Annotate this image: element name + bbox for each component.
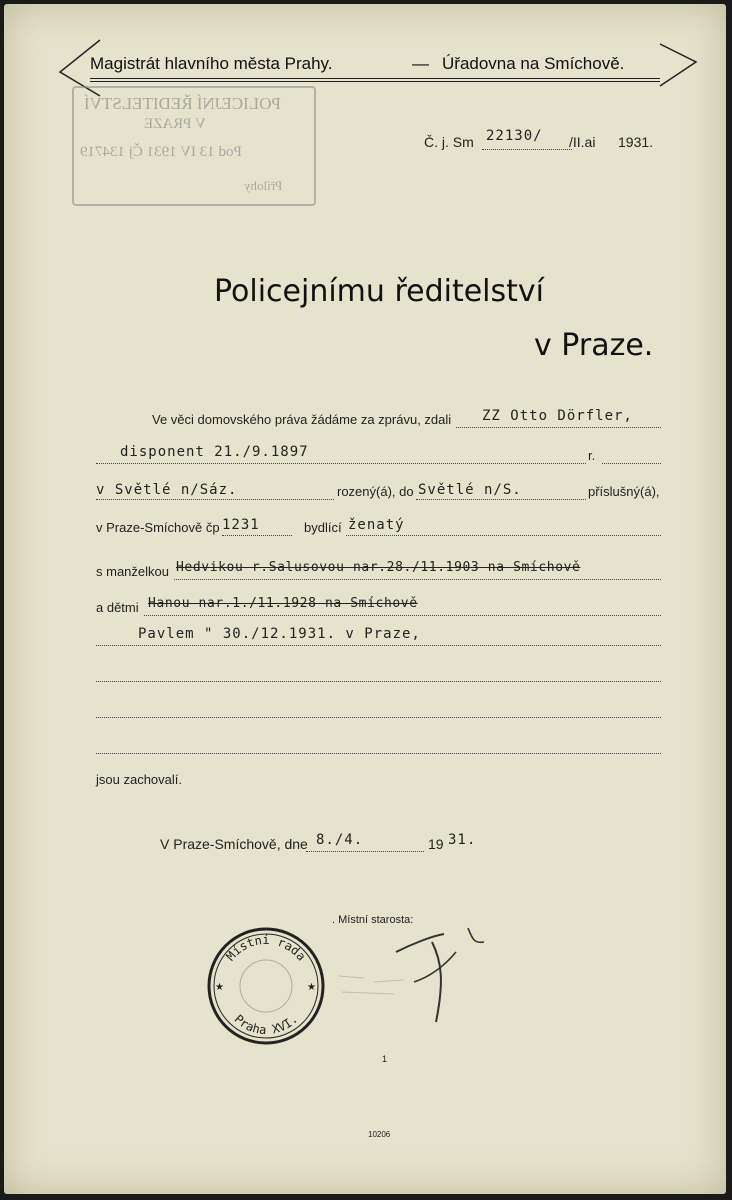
reference-number: 22130/ [486,128,543,144]
date-dots [306,851,424,852]
children-dots [144,615,661,616]
signing-date: 8./4. [316,832,364,848]
line-child2-dots [96,645,661,646]
line2-dots [96,463,586,464]
child-2: Pavlem " 30./12.1931. v Praze, [138,626,421,642]
born-label: rozený(á), do [337,484,414,499]
blank-line-1 [96,681,661,682]
wife-details: Hedvikou r.Salusovou nar.28./11.1903 na Smíchově [176,560,581,575]
seal-star-left: ★ [215,982,224,993]
form-code: 10206 [368,1130,391,1139]
occupation-birthdate: disponent 21./9.1897 [120,444,309,460]
year-prefix: 19 [428,836,444,852]
header-rule [90,78,660,79]
faint-marks [334,964,424,1004]
wife-dots [174,579,661,580]
received-stamp-line1: POLICEJNÍ ŘEDITELSTVÍ [84,94,281,113]
reference-suffix: /II.ai [569,134,596,150]
seal-text-bottom: Praha XVI. [231,1011,301,1038]
header-rule-2 [90,81,660,82]
council-seal [204,924,328,1048]
name-dots [456,427,661,428]
signing-year: 31. [448,832,477,848]
birthplace-dots [96,499,334,500]
received-stamp-line4: Přílohy [244,178,283,193]
form-intro: Ve věci domovského práva žádáme za zprávu, zdali [152,412,452,427]
children-label: a dětmi [96,600,139,615]
birthplace: v Světlé n/Sáz. [96,482,238,498]
belongs-dots [416,499,586,500]
received-stamp-line2: V PRAZE [144,116,206,132]
place-label: V Praze-Smíchově, dne [160,836,308,852]
blank-line-3 [96,753,661,754]
reference-year: 1931. [618,134,654,150]
closing-text: jsou zachovalí. [96,772,182,787]
seal-star-right: ★ [307,982,316,993]
mayor-label: . Místní starosta: [332,914,414,926]
blank-line-2 [96,717,661,718]
living-dots [346,535,661,536]
belongs-label: příslušný(á), [588,484,660,499]
footer-mark: 1 [382,1054,388,1064]
header-office: Magistrát hlavního města Prahy. [90,54,333,73]
belongs-to: Světlé n/S. [418,482,522,498]
seal-text-top: Místní rada [223,933,309,964]
house-number: 1231 [222,517,260,533]
addressee-line2: v Praze. [534,328,654,363]
received-stamp-line3: Pod 13 IV 1931 Čj 134719 [80,144,242,160]
prague-label: v Praze-Smíchově čp [96,520,220,535]
header-dash: — [412,54,429,73]
child-1: Hanou nar.1./11.1928 na Smíchově [148,596,418,611]
person-name: ZZ Otto Dörfler, [482,408,633,424]
document-page [4,4,726,1194]
addressee-line1: Policejnímu ředitelství [214,274,544,309]
reference-dots [482,149,572,150]
r-dots [602,463,661,464]
living-label: bydlící [304,520,342,535]
received-stamp [72,86,316,206]
marital-status: ženatý [348,517,405,533]
r-label: r. [588,448,596,463]
wife-label: s manželkou [96,564,169,579]
house-dots [222,535,292,536]
header-branch: Úřadovna na Smíchově. [442,54,625,73]
reference-label: Č. j. Sm [424,134,474,150]
